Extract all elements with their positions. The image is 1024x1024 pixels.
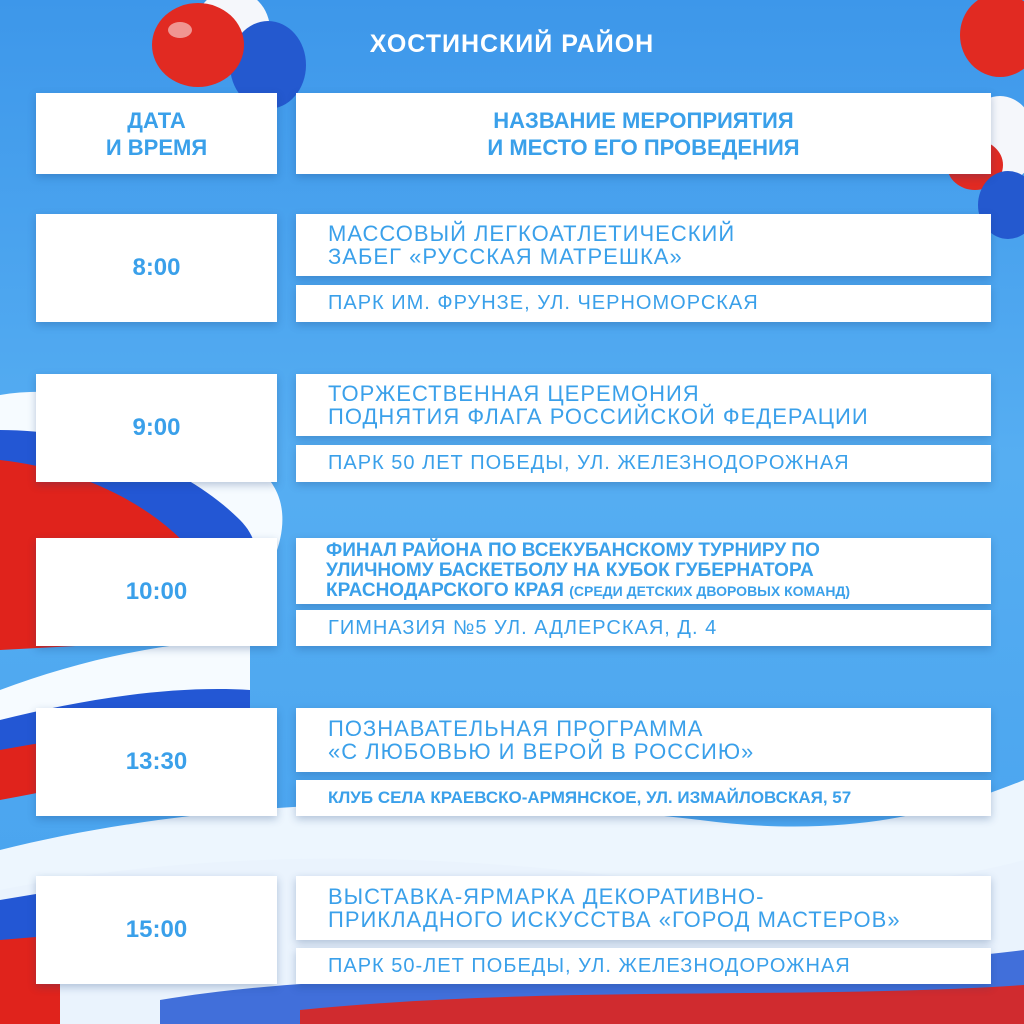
event-name-line: «С ЛЮБОВЬЮ И ВЕРОЙ В РОССИЮ»	[328, 739, 755, 764]
event-name-cell	[296, 708, 991, 772]
event-name-line: ПРИКЛАДНОГО ИСКУССТВА «ГОРОД МАСТЕРОВ»	[328, 907, 901, 932]
event-time-cell	[36, 214, 277, 322]
event-place: КЛУБ СЕЛА КРАЕВСКО-АРМЯНСКОЕ, УЛ. ИЗМАЙЛОВСКАЯ, 57	[328, 788, 852, 807]
event-name-line: МАССОВЫЙ ЛЕГКОАТЛЕТИЧЕСКИЙ	[328, 221, 736, 246]
header-event-line1: НАЗВАНИЕ МЕРОПРИЯТИЯ	[493, 107, 794, 133]
header-event-label	[487, 107, 799, 161]
event-name	[296, 382, 869, 428]
event-name-line	[326, 581, 850, 601]
header-event-cell	[296, 93, 991, 174]
event-name-note: (СРЕДИ ДЕТСКИХ ДВОРОВЫХ КОМАНД)	[569, 583, 851, 599]
event-time-cell	[36, 876, 277, 984]
event-place: ПАРК 50 ЛЕТ ПОБЕДЫ, УЛ. ЖЕЛЕЗНОДОРОЖНАЯ	[328, 452, 850, 474]
event-place-cell	[296, 948, 991, 984]
event-time: 13:30	[125, 748, 188, 775]
event-name-line: ФИНАЛ РАЙОНА ПО ВСЕКУБАНСКОМУ ТУРНИРУ ПО	[326, 540, 820, 561]
event-place: ПАРК 50-ЛЕТ ПОБЕДЫ, УЛ. ЖЕЛЕЗНОДОРОЖНАЯ	[328, 954, 851, 977]
event-time-cell	[36, 708, 277, 816]
event-time: 8:00	[132, 254, 181, 281]
event-name-line: ЗАБЕГ «РУССКАЯ МАТРЕШКА»	[328, 244, 683, 269]
event-name-line: УЛИЧНОМУ БАСКЕТБОЛУ НА КУБОК ГУБЕРНАТОРА	[326, 560, 814, 581]
event-place: ПАРК ИМ. ФРУНЗЕ, УЛ. ЧЕРНОМОРСКАЯ	[328, 292, 759, 314]
event-time: 15:00	[125, 916, 188, 943]
event-name-cell	[296, 538, 991, 604]
event-name-cell	[296, 374, 991, 436]
header-time-label	[106, 107, 207, 161]
event-place-cell	[296, 780, 991, 816]
event-name-line: ВЫСТАВКА-ЯРМАРКА ДЕКОРАТИВНО-	[328, 884, 765, 909]
event-name-cell	[296, 876, 991, 940]
event-place-cell	[296, 285, 991, 322]
event-time-cell	[36, 374, 277, 482]
header-time-cell	[36, 93, 277, 174]
event-time: 9:00	[132, 414, 181, 441]
event-name	[296, 541, 850, 601]
header-time-line1: ДАТА	[127, 107, 186, 133]
event-place-cell	[296, 445, 991, 482]
event-place: ГИМНАЗИЯ №5 УЛ. АДЛЕРСКАЯ, Д. 4	[328, 616, 718, 639]
event-name-line: ТОРЖЕСТВЕННАЯ ЦЕРЕМОНИЯ	[328, 381, 700, 406]
event-name-line: ПОЗНАВАТЕЛЬНАЯ ПРОГРАММА	[328, 716, 704, 741]
event-time: 10:00	[125, 578, 188, 605]
header-time-line2: И ВРЕМЯ	[105, 134, 208, 160]
event-name-line: ПОДНЯТИЯ ФЛАГА РОССИЙСКОЙ ФЕДЕРАЦИИ	[328, 404, 869, 429]
event-time-cell	[36, 538, 277, 646]
event-name	[296, 717, 754, 763]
event-place-cell	[296, 610, 991, 646]
header-event-line2: И МЕСТО ЕГО ПРОВЕДЕНИЯ	[487, 134, 800, 160]
event-name-cell	[296, 214, 991, 276]
event-name-line-text: КРАСНОДАРСКОГО КРАЯ	[326, 580, 564, 601]
event-name	[296, 885, 901, 931]
event-name	[296, 222, 735, 268]
page-title: ХОСТИНСКИЙ РАЙОН	[369, 30, 655, 58]
